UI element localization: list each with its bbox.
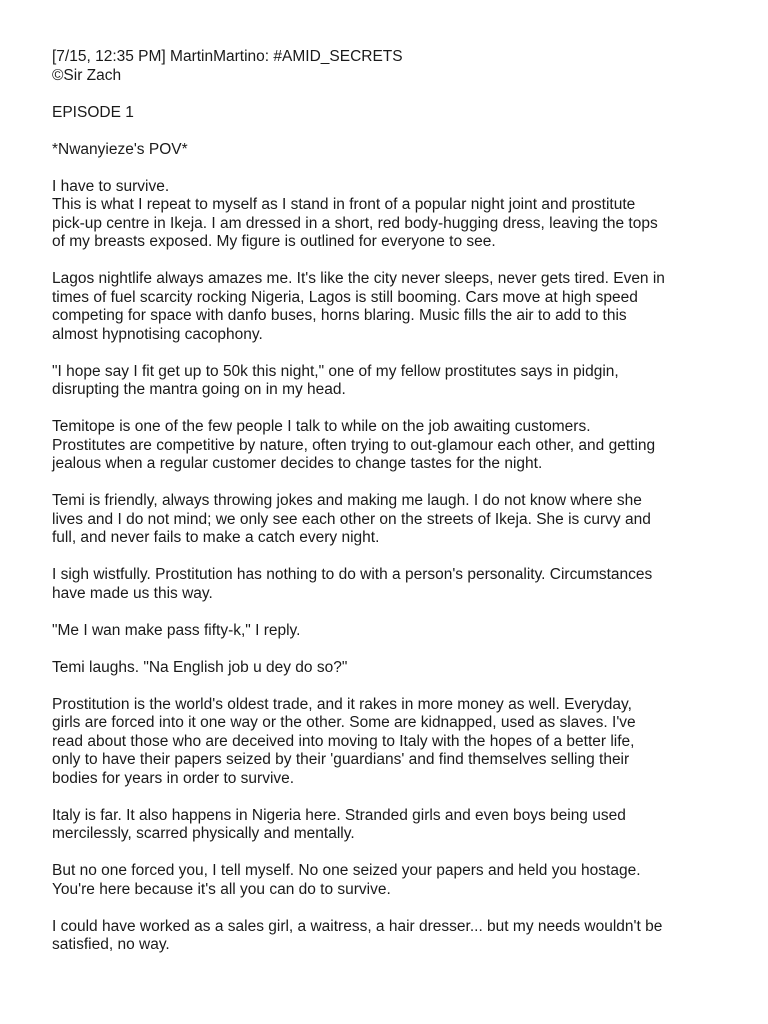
spacer <box>52 85 724 104</box>
paragraph-line: Temitope is one of the few people I talk to while on the job awaiting customers. <box>52 418 591 435</box>
paragraph-line: "I hope say I fit get up to 50k this night," one of my fellow prostitutes says in pidgin, <box>52 362 619 380</box>
paragraph-line: Temi laughs. "Na English job u dey do so?" <box>52 658 348 676</box>
paragraph-line: But no one forced you, I tell myself. No one seized your papers and held you hostage. <box>52 862 641 879</box>
paragraph-line: lives and I do not mind; we only see each other on the streets of Ikeja. She is curvy and <box>52 510 651 528</box>
paragraph-line: competing for space with danfo buses, horns blaring. Music fills the air to add to this <box>52 307 627 324</box>
paragraph <box>52 807 724 844</box>
paragraph <box>52 178 724 252</box>
paragraph <box>52 659 724 678</box>
paragraph-line: I have to survive. <box>52 177 170 195</box>
paragraph-line: only to have their papers seized by their 'guardians' and find themselves selling their <box>52 751 630 768</box>
episode-title: EPISODE 1 <box>52 103 134 121</box>
pov-heading: *Nwanyieze's POV* <box>52 140 188 158</box>
paragraph-line: This is what I repeat to myself as I stand in front of a popular night joint and prostitute <box>52 196 636 213</box>
paragraph-line: Temi is friendly, always throwing jokes and making me laugh. I do not know where she <box>52 492 642 509</box>
spacer <box>52 252 724 271</box>
spacer <box>52 640 724 659</box>
paragraph-line: times of fuel scarcity rocking Nigeria, Lagos is still booming. Cars move at high speed <box>52 288 638 306</box>
paragraph <box>52 363 724 400</box>
paragraph <box>52 270 724 344</box>
spacer <box>52 400 724 419</box>
paragraph-line: girls are forced into it one way or the other. Some are kidnapped, used as slaves. I've <box>52 714 636 731</box>
paragraph <box>52 622 724 641</box>
paragraph-line: of my breasts exposed. My figure is outlined for everyone to see. <box>52 233 496 250</box>
paragraph-line: jealous when a regular customer decides to change tastes for the night. <box>52 455 543 472</box>
body-text <box>52 178 724 955</box>
header-line: [7/15, 12:35 PM] MartinMartino: #AMID_SECRETS <box>52 48 403 65</box>
copyright-line: ©Sir Zach <box>52 66 122 84</box>
paragraph-line: mercilessly, scarred physically and mentally. <box>52 825 355 842</box>
spacer <box>52 474 724 493</box>
spacer <box>52 677 724 696</box>
paragraph-line: Lagos nightlife always amazes me. It's like the city never sleeps, never gets tired. Even in <box>52 270 665 287</box>
paragraph-line: You're here because it's all you can do to survive. <box>52 880 391 898</box>
paragraph-line: Prostitution is the world's oldest trade, and it rakes in more money as well. Everyday, <box>52 695 632 713</box>
paragraph <box>52 918 724 955</box>
paragraph-line: "Me I wan make pass fifty-k," I reply. <box>52 621 301 639</box>
paragraph <box>52 862 724 899</box>
spacer <box>52 844 724 863</box>
spacer <box>52 603 724 622</box>
paragraph <box>52 696 724 789</box>
paragraph <box>52 418 724 474</box>
document-page <box>52 48 724 955</box>
paragraph <box>52 566 724 603</box>
paragraph-line: bodies for years in order to survive. <box>52 769 295 787</box>
paragraph-line: Prostitutes are competitive by nature, often trying to out-glamour each other, and getting <box>52 436 656 454</box>
paragraph-line: have made us this way. <box>52 584 213 602</box>
spacer <box>52 159 724 178</box>
paragraph-line: pick-up centre in Ikeja. I am dressed in a short, red body-hugging dress, leaving the tops <box>52 214 658 232</box>
spacer <box>52 548 724 567</box>
paragraph-line: almost hypnotising cacophony. <box>52 325 263 343</box>
spacer <box>52 344 724 363</box>
paragraph-line: read about those who are deceived into moving to Italy with the hopes of a better life, <box>52 732 635 750</box>
paragraph-line: full, and never fails to make a catch every night. <box>52 529 380 546</box>
paragraph-line: satisfied, no way. <box>52 936 170 953</box>
paragraph-line: I could have worked as a sales girl, a waitress, a hair dresser... but my needs wouldn't be <box>52 917 663 935</box>
paragraph-line: I sigh wistfully. Prostitution has nothing to do with a person's personality. Circumstances <box>52 566 653 583</box>
spacer <box>52 788 724 807</box>
spacer <box>52 899 724 918</box>
paragraph-line: disrupting the mantra going on in my head. <box>52 381 346 398</box>
paragraph <box>52 492 724 548</box>
paragraph-line: Italy is far. It also happens in Nigeria here. Stranded girls and even boys being used <box>52 806 626 824</box>
spacer <box>52 122 724 141</box>
